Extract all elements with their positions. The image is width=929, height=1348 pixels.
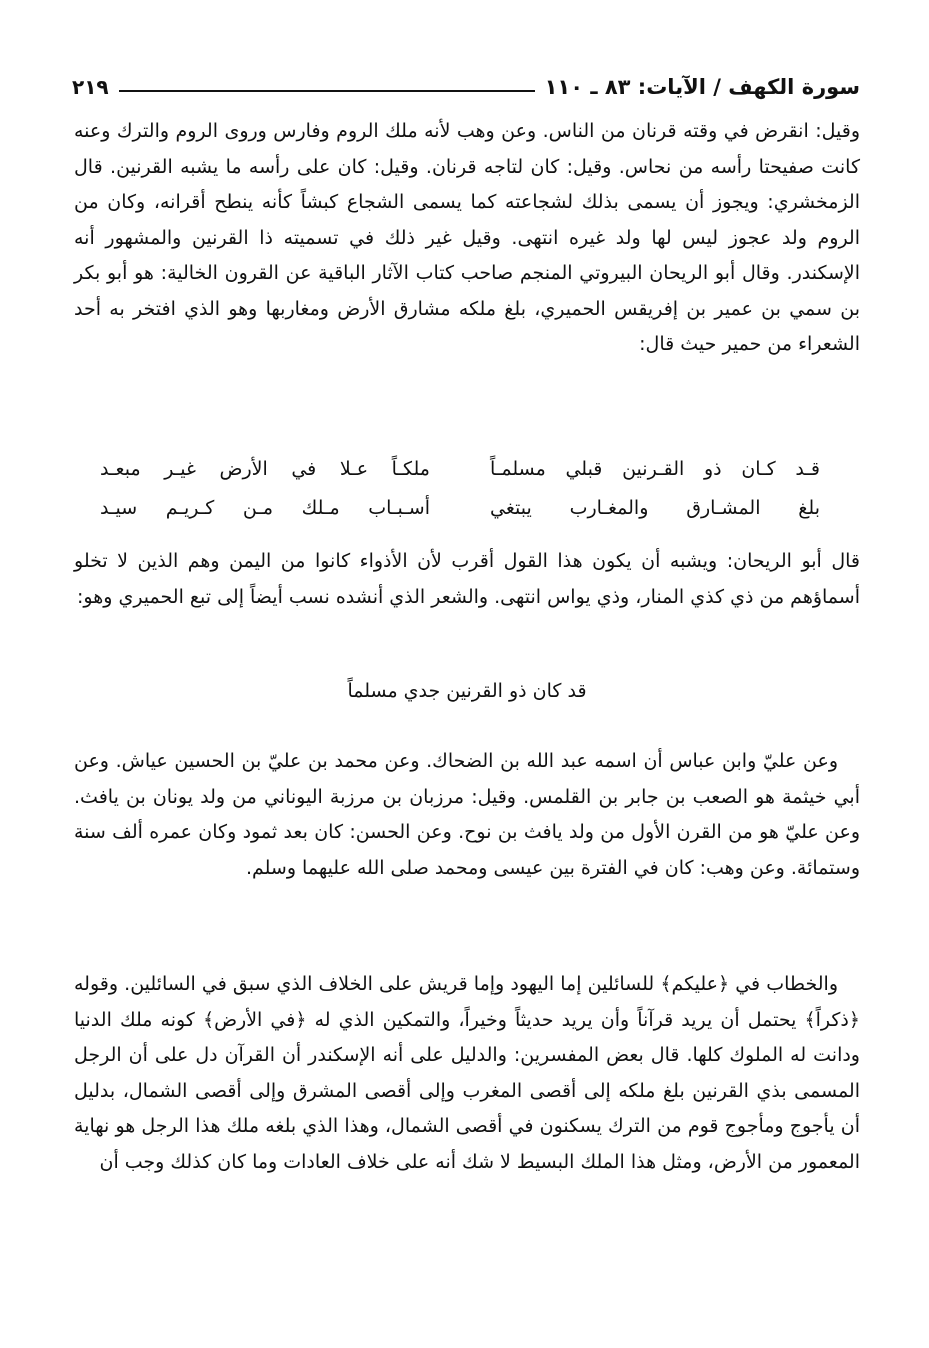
running-header [72, 70, 860, 104]
paragraph-4: والخطاب في ﴿عليكم﴾ للسائلين إما اليهود وإما قريش على الخلاف الذي سبق في السائلين. وقوله ﴿ذكراً﴾ يحتمل أن يريد قرآناً وأن يريد حديثاً وخيراً، والتمكين الذي له ﴿في الأرض﴾ كونه ملك الدنيا ودانت له الملوك كلها. قال بعض المفسرين: والدليل على أنه الإسكندر أن القرآن دل على أن الرجل المسمى بذي القرنين بلغ ملكه إلى أقصى المغرب وإلى أقصى المشرق وإلى أقصى الشمال، بدليل أن يأجوج ومأجوج قوم من الترك يسكنون في أقصى الشمال، وهذا الذي بلغه ملك هذا الرجل هو نهاية المعمور من الأرض، ومثل هذا الملك البسيط لا شك أنه على خلاف العادات وما كان كذلك وجب أن [74, 973, 860, 1173]
verse-2-second-hemistich: أسـبـاب مـلك مـن كـريـم سيـد [100, 497, 430, 519]
poem-single-line: قد كان ذو القرنين جدي مسلماً [347, 680, 587, 702]
poem-verse-2 [100, 497, 820, 519]
paragraph-1: وقيل: انقرض في وقته قرنان من الناس. وعن وهب لأنه ملك الروم وفارس وروى الروم والترك وعنه كانت صفيحتا رأسه من نحاس. وقيل: كان لتاجه قرنان. وقيل: كان على رأسه ما يشبه القرنين. قال الزمخشري: ويجوز أن يسمى بذلك لشجاعته كما يسمى الشجاع كبشاً كأنه ينطح أقرانه، وكان من الروم ولد عجوز ليس لها ولد غيره انتهى. وقيل غير ذلك في تسميته ذا القرنين والمشهور أنه الإسكندر. وقال أبو الريحان البيروتي المنجم صاحب كتاب الآثار الباقية عن القرون الخالية: هو أبو بكر بن سمي بن عمير بن إفريقس الحميري، بلغ ملكه مشارق الأرض ومغاربها وهو الذي افتخر به أحد الشعراء من حمير حيث قال: [74, 120, 860, 355]
verse-2-first-hemistich: بلغ المشـارق والمغـارب يبتغي [490, 497, 820, 519]
header-rule [119, 90, 535, 92]
paragraph-2: قال أبو الريحان: ويشبه أن يكون هذا القول أقرب لأن الأذواء كانوا من اليمن وهم الذين لا تخلو أسماؤهم من ذي كذي المنار، وذي يواس انتهى. والشعر الذي أنشده نسب أيضاً إلى تبع الحميري وهو: [74, 550, 860, 608]
surah-title: سورة الكهف / الآيات: ٨٣ ـ ١١٠ [544, 75, 860, 99]
paragraph-3: وعن عليّ وابن عباس أن اسمه عبد الله بن الضحاك. وعن محمد بن عليّ بن الحسين عياش. وعن أبي خيثمة هو الصعب بن جابر بن القلمس. وقيل: مرزبان بن مرزبة اليوناني من ولد يونان بن يافث. وعن عليّ هو من القرن الأول من ولد يافث بن نوح. وعن الحسن: كان بعد ثمود وكان عمره ألف سنة وستمائة. وعن وهب: كان في الفترة بين عيسى ومحمد صلى الله عليهما وسلم. [74, 750, 860, 879]
verse-1-second-hemistich: ملكـاً عـلا في الأرض غيـر مبعـد [100, 458, 430, 480]
verse-1-first-hemistich: قـد كـان ذو القـرنين قبلي مسلمـاً [490, 458, 820, 480]
page-number: ٢١٩ [72, 75, 109, 99]
poem-verse-1 [100, 458, 820, 480]
